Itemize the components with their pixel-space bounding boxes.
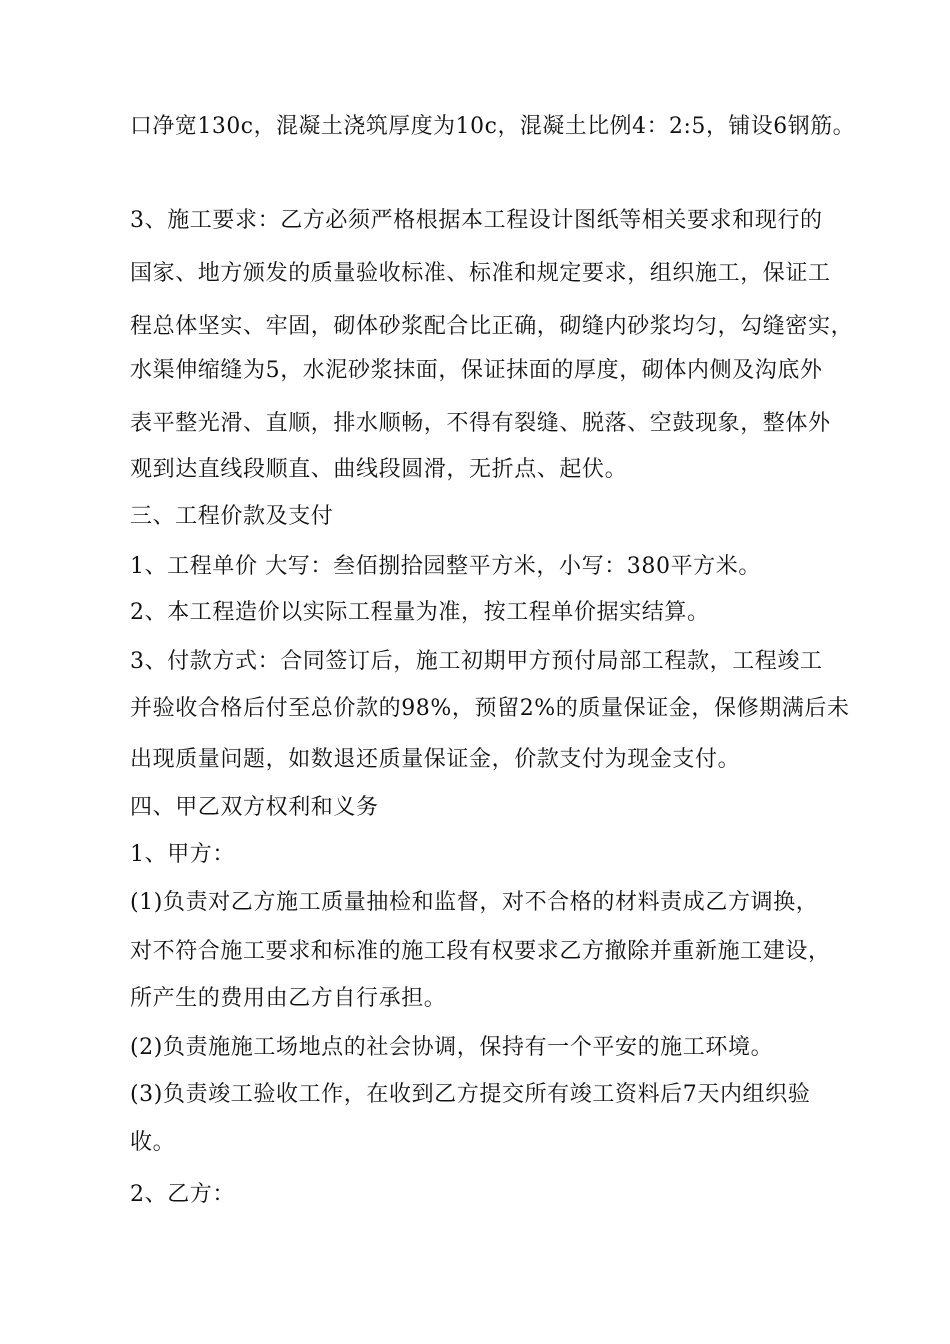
- paragraph-line: 表平整光滑、直顺，排水顺畅，不得有裂缝、脱落、空鼓现象，整体外: [130, 411, 831, 436]
- section-heading: 四、甲乙双方权利和义务: [130, 795, 379, 820]
- paragraph-line: 收。: [130, 1130, 176, 1155]
- paragraph-line: 国家、地方颁发的质量验收标准、标准和规定要求，组织施工，保证工: [130, 261, 831, 286]
- paragraph-line: 程总体坚实、牢固，砌体砂浆配合比正确，砌缝内砂浆均匀，勾缝密实，: [130, 314, 854, 339]
- section-heading: 三、工程价款及支付: [130, 504, 334, 529]
- paragraph-line: (3)负责竣工验收工作，在收到乙方提交所有竣工资料后7天内组织验: [130, 1082, 811, 1107]
- paragraph-line: 观到达直线段顺直、曲线段圆滑，无折点、起伏。: [130, 457, 628, 482]
- paragraph-line: (2)负责施施工场地点的社会协调，保持有一个平安的施工环境。: [130, 1035, 774, 1060]
- paragraph-line: 水渠伸缩缝为5，水泥砂浆抹面，保证抹面的厚度，砌体内侧及沟底外: [130, 358, 823, 383]
- paragraph-line: 出现质量问题，如数退还质量保证金，价款支付为现金支付。: [130, 747, 741, 772]
- paragraph-line: 所产生的费用由乙方自行承担。: [130, 986, 447, 1011]
- paragraph-line: 口净宽130c，混凝土浇筑厚度为10c，混凝土比例4：2:5，铺设6钢筋。: [130, 114, 856, 139]
- paragraph-line: 1、工程单价 大写：叁佰捌拾园整平方米，小写：380平方米。: [130, 554, 761, 579]
- paragraph-line: 并验收合格后付至总价款的98%，预留2%的质量保证金，保修期满后未: [130, 696, 850, 721]
- paragraph-line: 对不符合施工要求和标准的施工段有权要求乙方撤除并重新施工建设，: [130, 939, 831, 964]
- subsection-heading: 1、甲方：: [130, 842, 235, 867]
- subsection-heading: 2、乙方：: [130, 1182, 235, 1207]
- paragraph-line: 2、本工程造价以实际工程量为准，按工程单价据实结算。: [130, 600, 710, 625]
- paragraph-line: 3、施工要求：乙方必须严格根据本工程设计图纸等相关要求和现行的: [130, 208, 823, 233]
- paragraph-line: 3、付款方式：合同签订后，施工初期甲方预付局部工程款，工程竣工: [130, 649, 823, 674]
- paragraph-line: (1)负责对乙方施工质量抽检和监督，对不合格的材料责成乙方调换，: [130, 890, 819, 915]
